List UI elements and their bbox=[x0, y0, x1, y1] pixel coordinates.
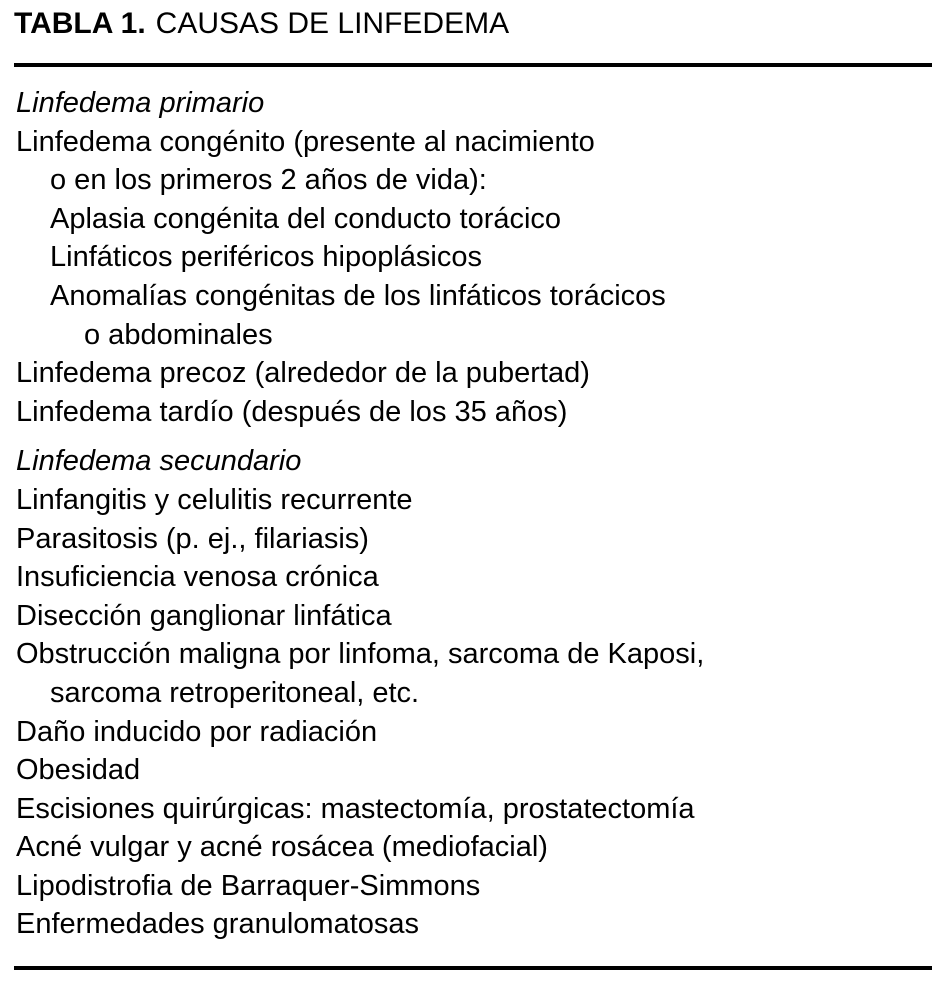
top-rule bbox=[14, 63, 932, 67]
list-item: o en los primeros 2 años de vida): bbox=[50, 164, 487, 197]
table-label: TABLA 1. bbox=[14, 7, 146, 40]
section-heading-secondary: Linfedema secundario bbox=[16, 445, 302, 478]
list-item: Lipodistrofia de Barraquer-Simmons bbox=[16, 869, 481, 902]
list-item: Linfangitis y celulitis recurrente bbox=[16, 483, 413, 516]
list-item: Insuficiencia venosa crónica bbox=[16, 561, 379, 594]
list-item: Parasitosis (p. ej., filariasis) bbox=[16, 522, 369, 555]
list-item: Linfedema precoz (alrededor de la pubertad) bbox=[16, 357, 590, 390]
list-item: Disección ganglionar linfática bbox=[16, 599, 392, 632]
list-item: o abdominales bbox=[84, 318, 273, 351]
table-title bbox=[14, 6, 509, 42]
table-title-text: CAUSAS DE LINFEDEMA bbox=[155, 7, 510, 40]
list-item: Enfermedades granulomatosas bbox=[16, 908, 420, 941]
list-item: Acné vulgar y acné rosácea (mediofacial) bbox=[16, 831, 548, 864]
list-item: Linfáticos periféricos hipoplásicos bbox=[50, 241, 482, 274]
bottom-rule bbox=[14, 966, 932, 970]
list-item: Obesidad bbox=[16, 754, 141, 787]
list-item: Obstrucción maligna por linfoma, sarcoma de Kaposi, bbox=[16, 638, 705, 671]
list-item: Daño inducido por radiación bbox=[16, 715, 378, 748]
list-item: Linfedema tardío (después de los 35 años) bbox=[16, 395, 568, 428]
list-item: Linfedema congénito (presente al nacimiento bbox=[16, 125, 595, 158]
section-heading-primary: Linfedema primario bbox=[16, 87, 265, 119]
list-item: sarcoma retroperitoneal, etc. bbox=[50, 676, 420, 709]
list-item: Escisiones quirúrgicas: mastectomía, prostatectomía bbox=[16, 792, 695, 825]
list-item: Anomalías congénitas de los linfáticos torácicos bbox=[50, 279, 666, 312]
list-item: Aplasia congénita del conducto torácico bbox=[50, 202, 562, 235]
table-body bbox=[16, 84, 932, 944]
